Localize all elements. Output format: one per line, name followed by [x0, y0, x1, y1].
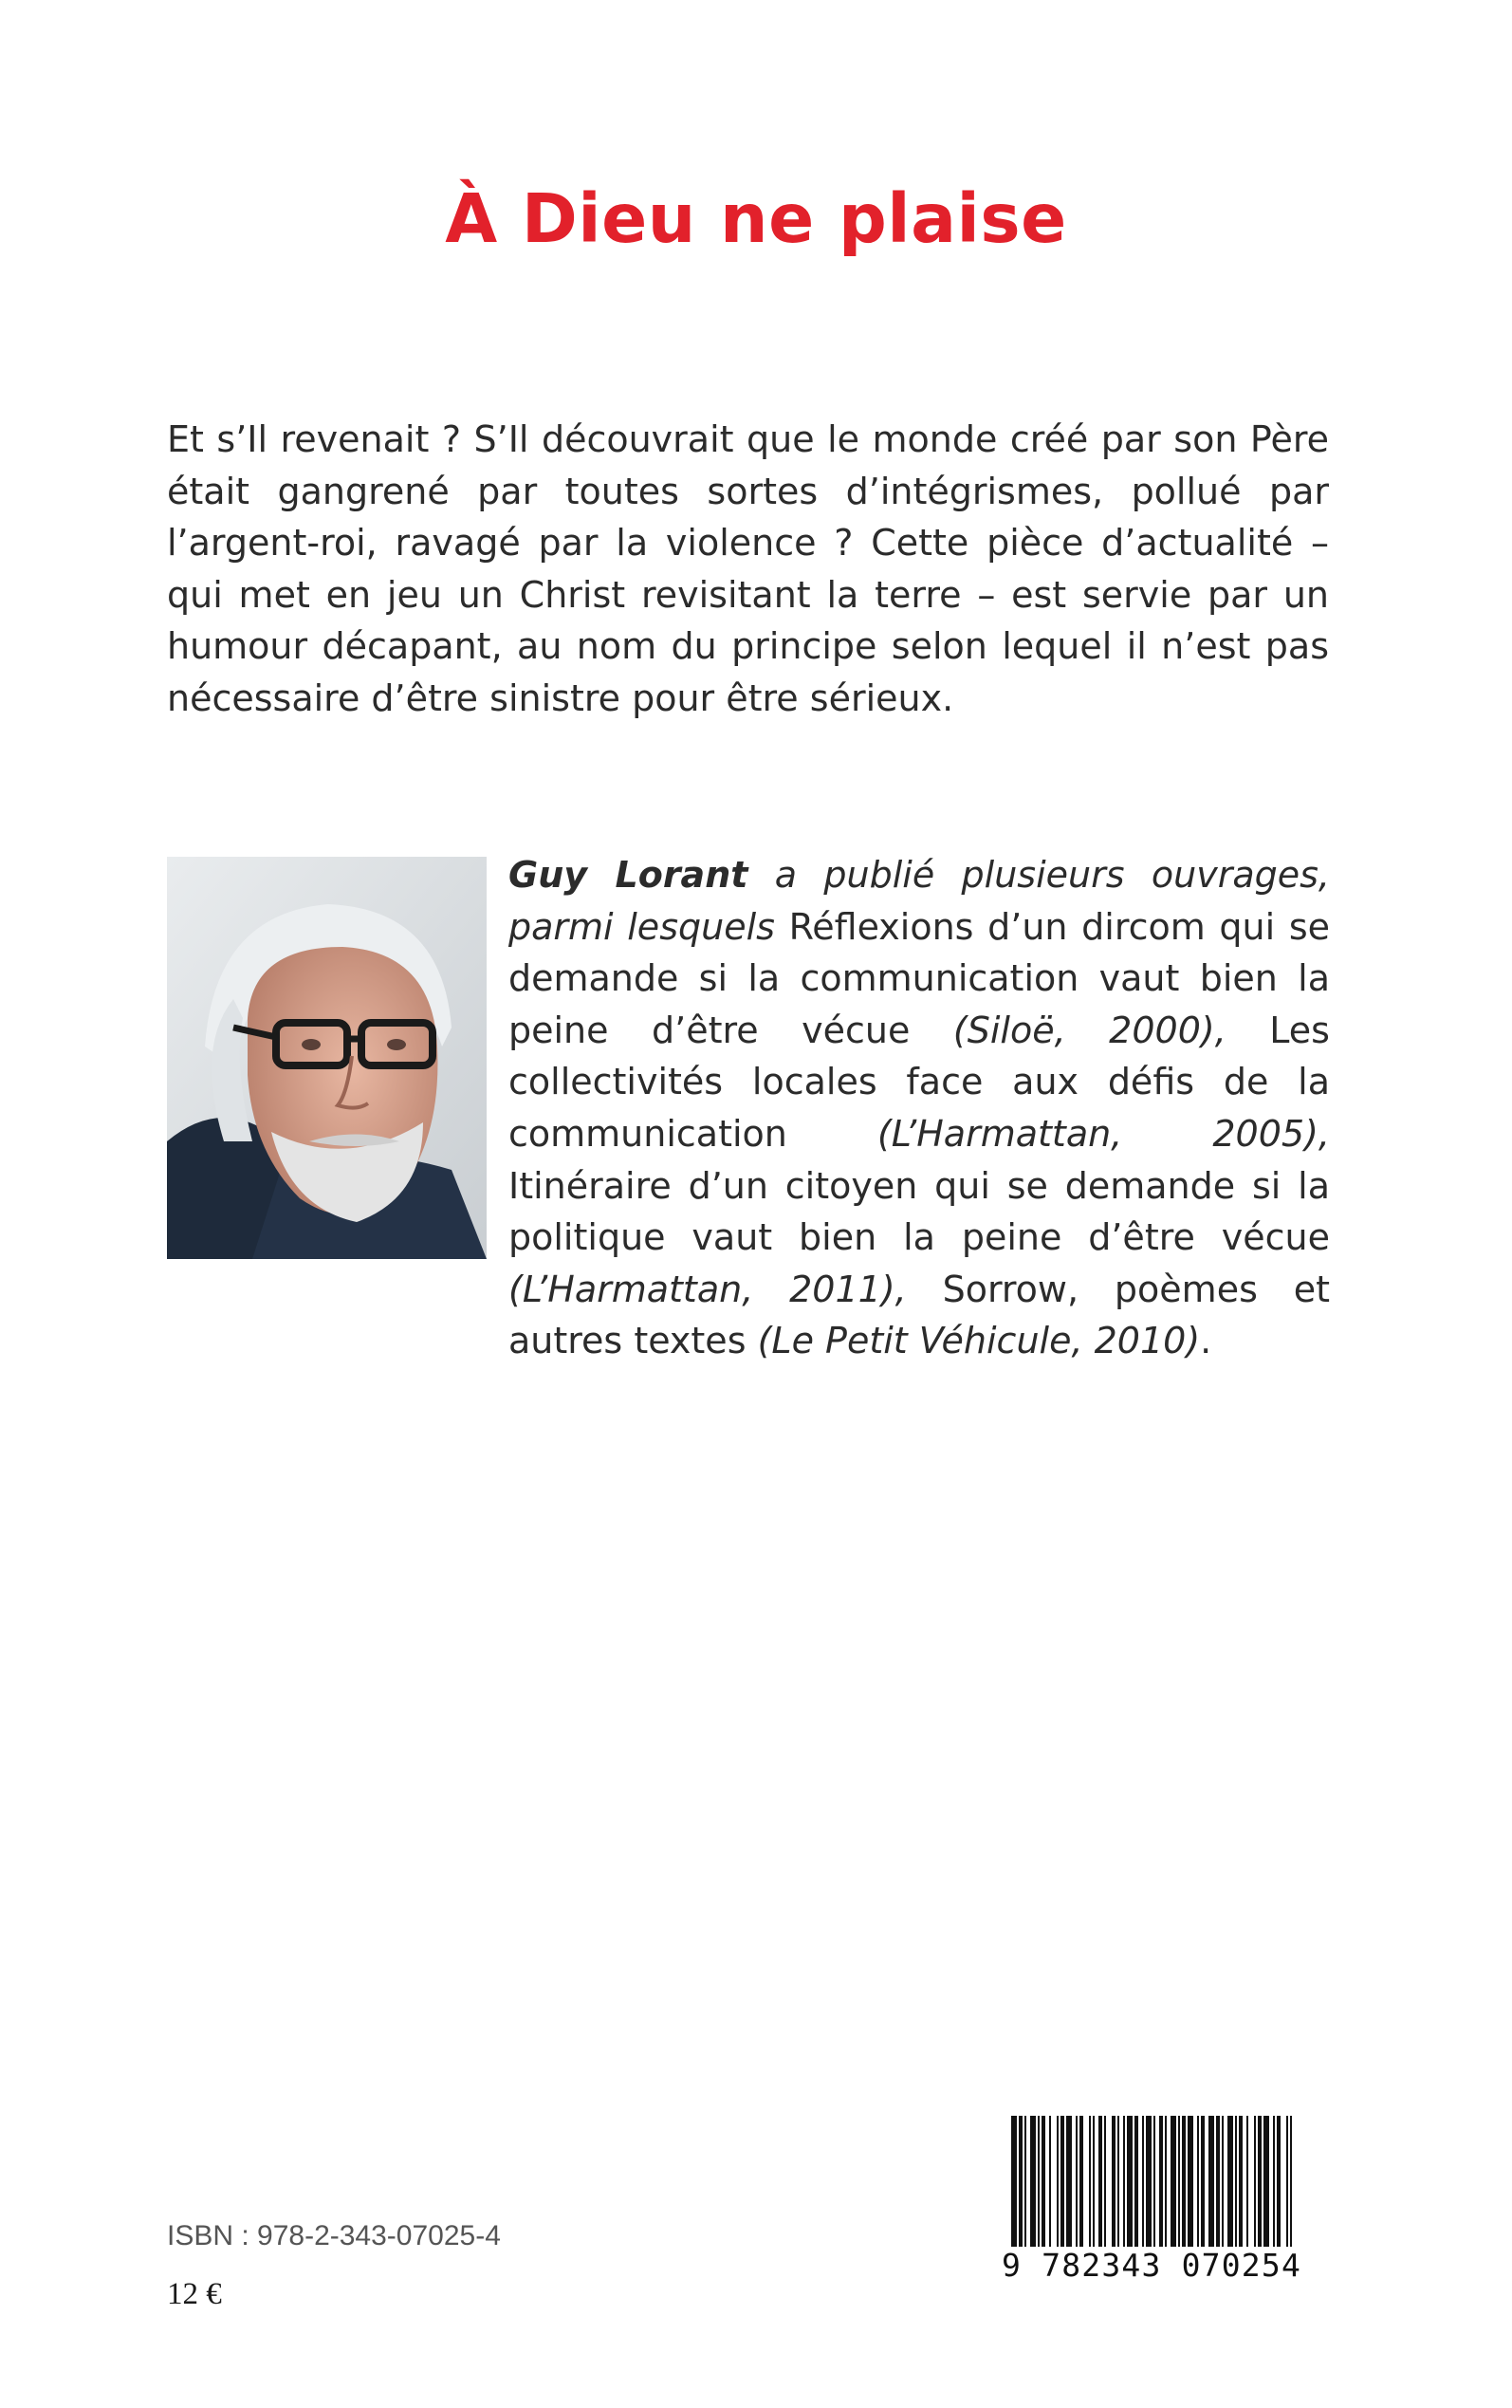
barcode-bar: [1171, 2116, 1176, 2249]
barcode-bar: [1290, 2116, 1292, 2249]
barcode-bar: [1057, 2116, 1059, 2249]
barcode-bar: [1038, 2116, 1040, 2249]
barcode-bar: [1216, 2116, 1220, 2249]
bio-publisher-1: (Siloë, 2000),: [952, 1009, 1226, 1051]
bio-publisher-3: (L’Harmattan, 2011),: [508, 1268, 907, 1310]
barcode-bar: [1165, 2116, 1167, 2249]
author-portrait-image: [167, 857, 487, 1259]
bio-book-4: Sorrow, poèmes et autres textes: [508, 1268, 1330, 1362]
barcode-bar: [1239, 2116, 1243, 2249]
barcode-bar: [1019, 2116, 1023, 2249]
barcode: [1002, 2110, 1301, 2290]
isbn: ISBN : 978-2-343-07025-4: [167, 2220, 501, 2251]
bio-publisher-2: (L’Harmattan, 2005),: [876, 1112, 1330, 1155]
barcode-bar: [1104, 2116, 1106, 2249]
barcode-bar: [1153, 2116, 1155, 2249]
barcode-bar: [1146, 2116, 1152, 2249]
barcode-bar: [1142, 2116, 1144, 2249]
author-photo: [167, 857, 487, 1259]
bio-book-1: Réflexions d’un dircom qui se demande si la communication vaut bien la peine d’être vécue: [508, 905, 1330, 1051]
barcode-bar: [1134, 2116, 1138, 2249]
barcode-bar: [1011, 2116, 1017, 2249]
barcode-bar: [1042, 2116, 1045, 2249]
bio-end: .: [1200, 1320, 1212, 1362]
barcode-bar: [1258, 2116, 1262, 2249]
barcode-bar: [1277, 2116, 1281, 2249]
barcode-bar: [1098, 2116, 1102, 2249]
barcode-bar: [1201, 2116, 1205, 2249]
bio-publisher-4: (Le Petit Véhicule, 2010): [757, 1320, 1201, 1362]
barcode-bar: [1030, 2116, 1036, 2249]
barcode-bar: [1222, 2116, 1224, 2249]
barcode-bar: [1254, 2116, 1256, 2249]
author-name: Guy Lorant: [508, 854, 748, 896]
barcode-bar: [1079, 2116, 1083, 2249]
bio-book-2: Les collectivités locales face aux défis de la communication: [508, 1009, 1330, 1155]
barcode-bar: [1024, 2116, 1026, 2249]
barcode-bar: [1117, 2116, 1119, 2249]
barcode-bar: [1235, 2116, 1237, 2249]
barcode-bar: [1060, 2116, 1064, 2249]
barcode-bar: [1089, 2116, 1091, 2249]
barcode-bar: [1066, 2116, 1072, 2249]
barcode-bar: [1263, 2116, 1269, 2249]
bio-intro: a publié plusieurs ouvrages, parmi lesquels: [508, 854, 1330, 948]
author-bio: [508, 849, 1330, 1367]
barcode-bar: [1208, 2116, 1214, 2249]
bio-book-3: Itinéraire d’un citoyen qui se demande si la politique vaut bien la peine d’être vécue: [508, 1164, 1330, 1259]
price: 12 €: [167, 2277, 222, 2311]
barcode-bar: [1159, 2116, 1163, 2249]
author-bio-text: [508, 849, 1330, 1367]
barcode-bar: [1227, 2116, 1233, 2249]
barcode-bar: [1182, 2116, 1186, 2249]
blurb-text: Et s’Il revenait ? S’Il découvrait que le monde créé par son Père était gangrené par toutes sortes d’intégrismes, pollué par l’argent-roi, ravagé par la violence ? Cette pièce d’actualité – qui met en jeu un Christ revisitant la terre – est servie par un humour décapant, au nom du principe selon lequel il n’est pas nécessaire d’être sinistre pour être sérieux.: [167, 418, 1329, 719]
barcode-bar: [1123, 2116, 1125, 2249]
barcode-bar: [1273, 2116, 1275, 2249]
barcode-bar: [1246, 2116, 1248, 2249]
book-title: À Dieu ne plaise: [445, 179, 1067, 258]
barcode-bar: [1197, 2116, 1199, 2249]
barcode-bar: [1178, 2116, 1180, 2249]
barcode-bar: [1093, 2116, 1095, 2249]
barcode-bar: [1188, 2116, 1193, 2249]
back-cover-blurb: [167, 414, 1329, 724]
barcode-bar: [1112, 2116, 1116, 2249]
barcode-bar: [1049, 2116, 1051, 2249]
barcode-bar: [1127, 2116, 1133, 2249]
barcode-digits: 9 782343 070254: [1002, 2247, 1302, 2284]
barcode-bar: [1076, 2116, 1078, 2249]
barcode-bar: [1286, 2116, 1288, 2249]
